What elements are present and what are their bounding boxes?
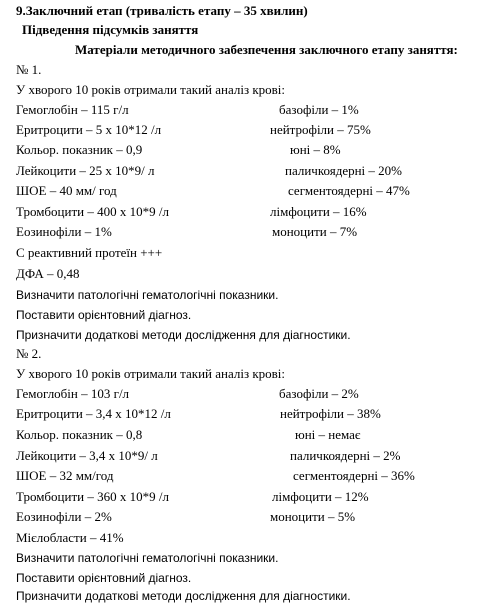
case2-row-left: Еритроцити – 3,4 х 10*12 /л — [16, 406, 171, 421]
case1-row-left: Гемоглобін – 115 г/л — [16, 102, 129, 117]
stage-heading: 9.Заключний етап (тривалість етапу – 35 хвилин) — [16, 3, 308, 18]
case1-task: Призначити додаткові методи дослідження для діагностики. — [16, 328, 351, 342]
case2-row-right: моноцити – 5% — [270, 509, 356, 524]
case2-row-left: Тромбоцити – 360 х 10*9 /л — [16, 489, 169, 504]
case2-row-left: Гемоглобін – 103 г/л — [16, 386, 130, 401]
case2-row-right: лімфоцити – 12% — [272, 489, 369, 504]
case1-row-right: паличкоядерні – 20% — [285, 163, 402, 178]
section-subtitle: Підведення підсумків заняття — [22, 22, 199, 37]
case1-row-right: нейтрофіли – 75% — [270, 122, 371, 137]
case2-row-right: паличкоядерні – 2% — [290, 448, 401, 463]
materials-heading: Матеріали методичного забезпечення заключного етапу заняття: — [75, 42, 458, 57]
case2-task: Поставити орієнтовний діагноз. — [16, 571, 192, 585]
case1-row-left: Еозинофіли – 1% — [16, 224, 112, 239]
case1-number: № 1. — [16, 62, 42, 77]
case2-myeloblasts: Мієлобласти – 41% — [16, 530, 124, 545]
case2-row-right: базофіли – 2% — [279, 386, 359, 401]
case2-row-left: Лейкоцити – 3,4 х 10*9/ л — [16, 448, 158, 463]
case2-row-left: ШОЕ – 32 мм/год — [16, 468, 114, 483]
case1-row-right: моноцити – 7% — [272, 224, 358, 239]
case2-intro: У хворого 10 років отримали такий аналіз крові: — [16, 366, 286, 381]
case1-row-left: Кольор. показник – 0,9 — [16, 142, 143, 157]
case1-row-right: базофіли – 1% — [279, 102, 359, 117]
case2-task: Визначити патологічні гематологічні показники. — [16, 551, 279, 565]
case1-row-left: Лейкоцити – 25 х 10*9/ л — [16, 163, 155, 178]
case2-row-left: Еозинофіли – 2% — [16, 509, 112, 524]
case1-row-left: Тромбоцити – 400 х 10*9 /л — [16, 204, 169, 219]
case1-task: Визначити патологічні гематологічні показники. — [16, 288, 279, 302]
case2-row-right: юні – немає — [295, 427, 361, 442]
case2-row-right: нейтрофіли – 38% — [280, 406, 381, 421]
case2-row-left: Кольор. показник – 0,8 — [16, 427, 143, 442]
case1-crp: С реактивний протеїн +++ — [16, 245, 163, 260]
case2-task: Призначити додаткові методи дослідження для діагностики. — [16, 589, 351, 603]
case1-row-right: сегментоядерні – 47% — [288, 183, 410, 198]
case1-row-right: лімфоцити – 16% — [270, 204, 367, 219]
case1-row-left: ШОЕ – 40 мм/ год — [16, 183, 117, 198]
case2-row-right: сегментоядерні – 36% — [293, 468, 415, 483]
case2-number: № 2. — [16, 346, 42, 361]
case1-row-left: Еритроцити – 5 х 10*12 /л — [16, 122, 162, 137]
case1-task: Поставити орієнтовний діагноз. — [16, 308, 192, 322]
case1-intro: У хворого 10 років отримали такий аналіз крові: — [16, 82, 286, 97]
case1-row-right: юні – 8% — [290, 142, 341, 157]
case1-dfa: ДФА – 0,48 — [16, 266, 80, 281]
